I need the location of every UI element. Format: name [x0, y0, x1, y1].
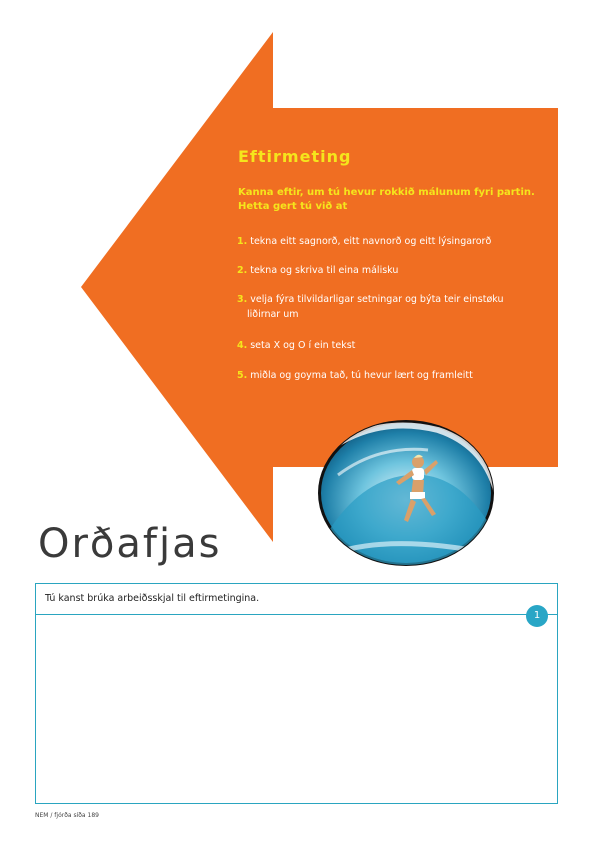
- task-box: [35, 583, 558, 804]
- list-item: [237, 292, 547, 322]
- page-title: Orðafjas: [38, 521, 222, 567]
- item-number: 3.: [237, 294, 248, 305]
- item-number: 1.: [237, 236, 248, 247]
- assessment-heading: Eftirmeting: [238, 147, 352, 166]
- item-text: seta X og O í ein tekst: [250, 340, 356, 351]
- item-text: tekna eitt sagnorð, eitt navnorð og eitt lýsingarorð: [250, 236, 492, 247]
- item-number: 5.: [237, 370, 248, 381]
- page-footer: NEM / fjórða síða 189: [35, 812, 99, 819]
- surfer-on-wave-image: [318, 420, 498, 570]
- item-text-continued: liðirnar um: [247, 309, 299, 320]
- item-number: 2.: [237, 265, 248, 276]
- list-item: [237, 234, 547, 249]
- item-text: velja fýra tilvildarligar setningar og býta teir einstøku: [250, 294, 504, 305]
- task-box-header: [36, 584, 557, 615]
- item-number: 4.: [237, 340, 248, 351]
- task-instruction: Tú kanst brúka arbeiðsskjal til eftirmetingina.: [45, 593, 260, 604]
- assessment-intro: Kanna eftir, um tú hevur rokkið málunum fyri partin. Hetta gert tú við at: [238, 187, 535, 212]
- item-text: tekna og skriva til eina málisku: [250, 265, 399, 276]
- list-item: [237, 338, 547, 353]
- number-badge: 1: [526, 605, 548, 627]
- list-item: [237, 368, 547, 383]
- item-text: miðla og goyma tað, tú hevur lært og framleitt: [250, 370, 473, 381]
- list-item: [237, 263, 547, 278]
